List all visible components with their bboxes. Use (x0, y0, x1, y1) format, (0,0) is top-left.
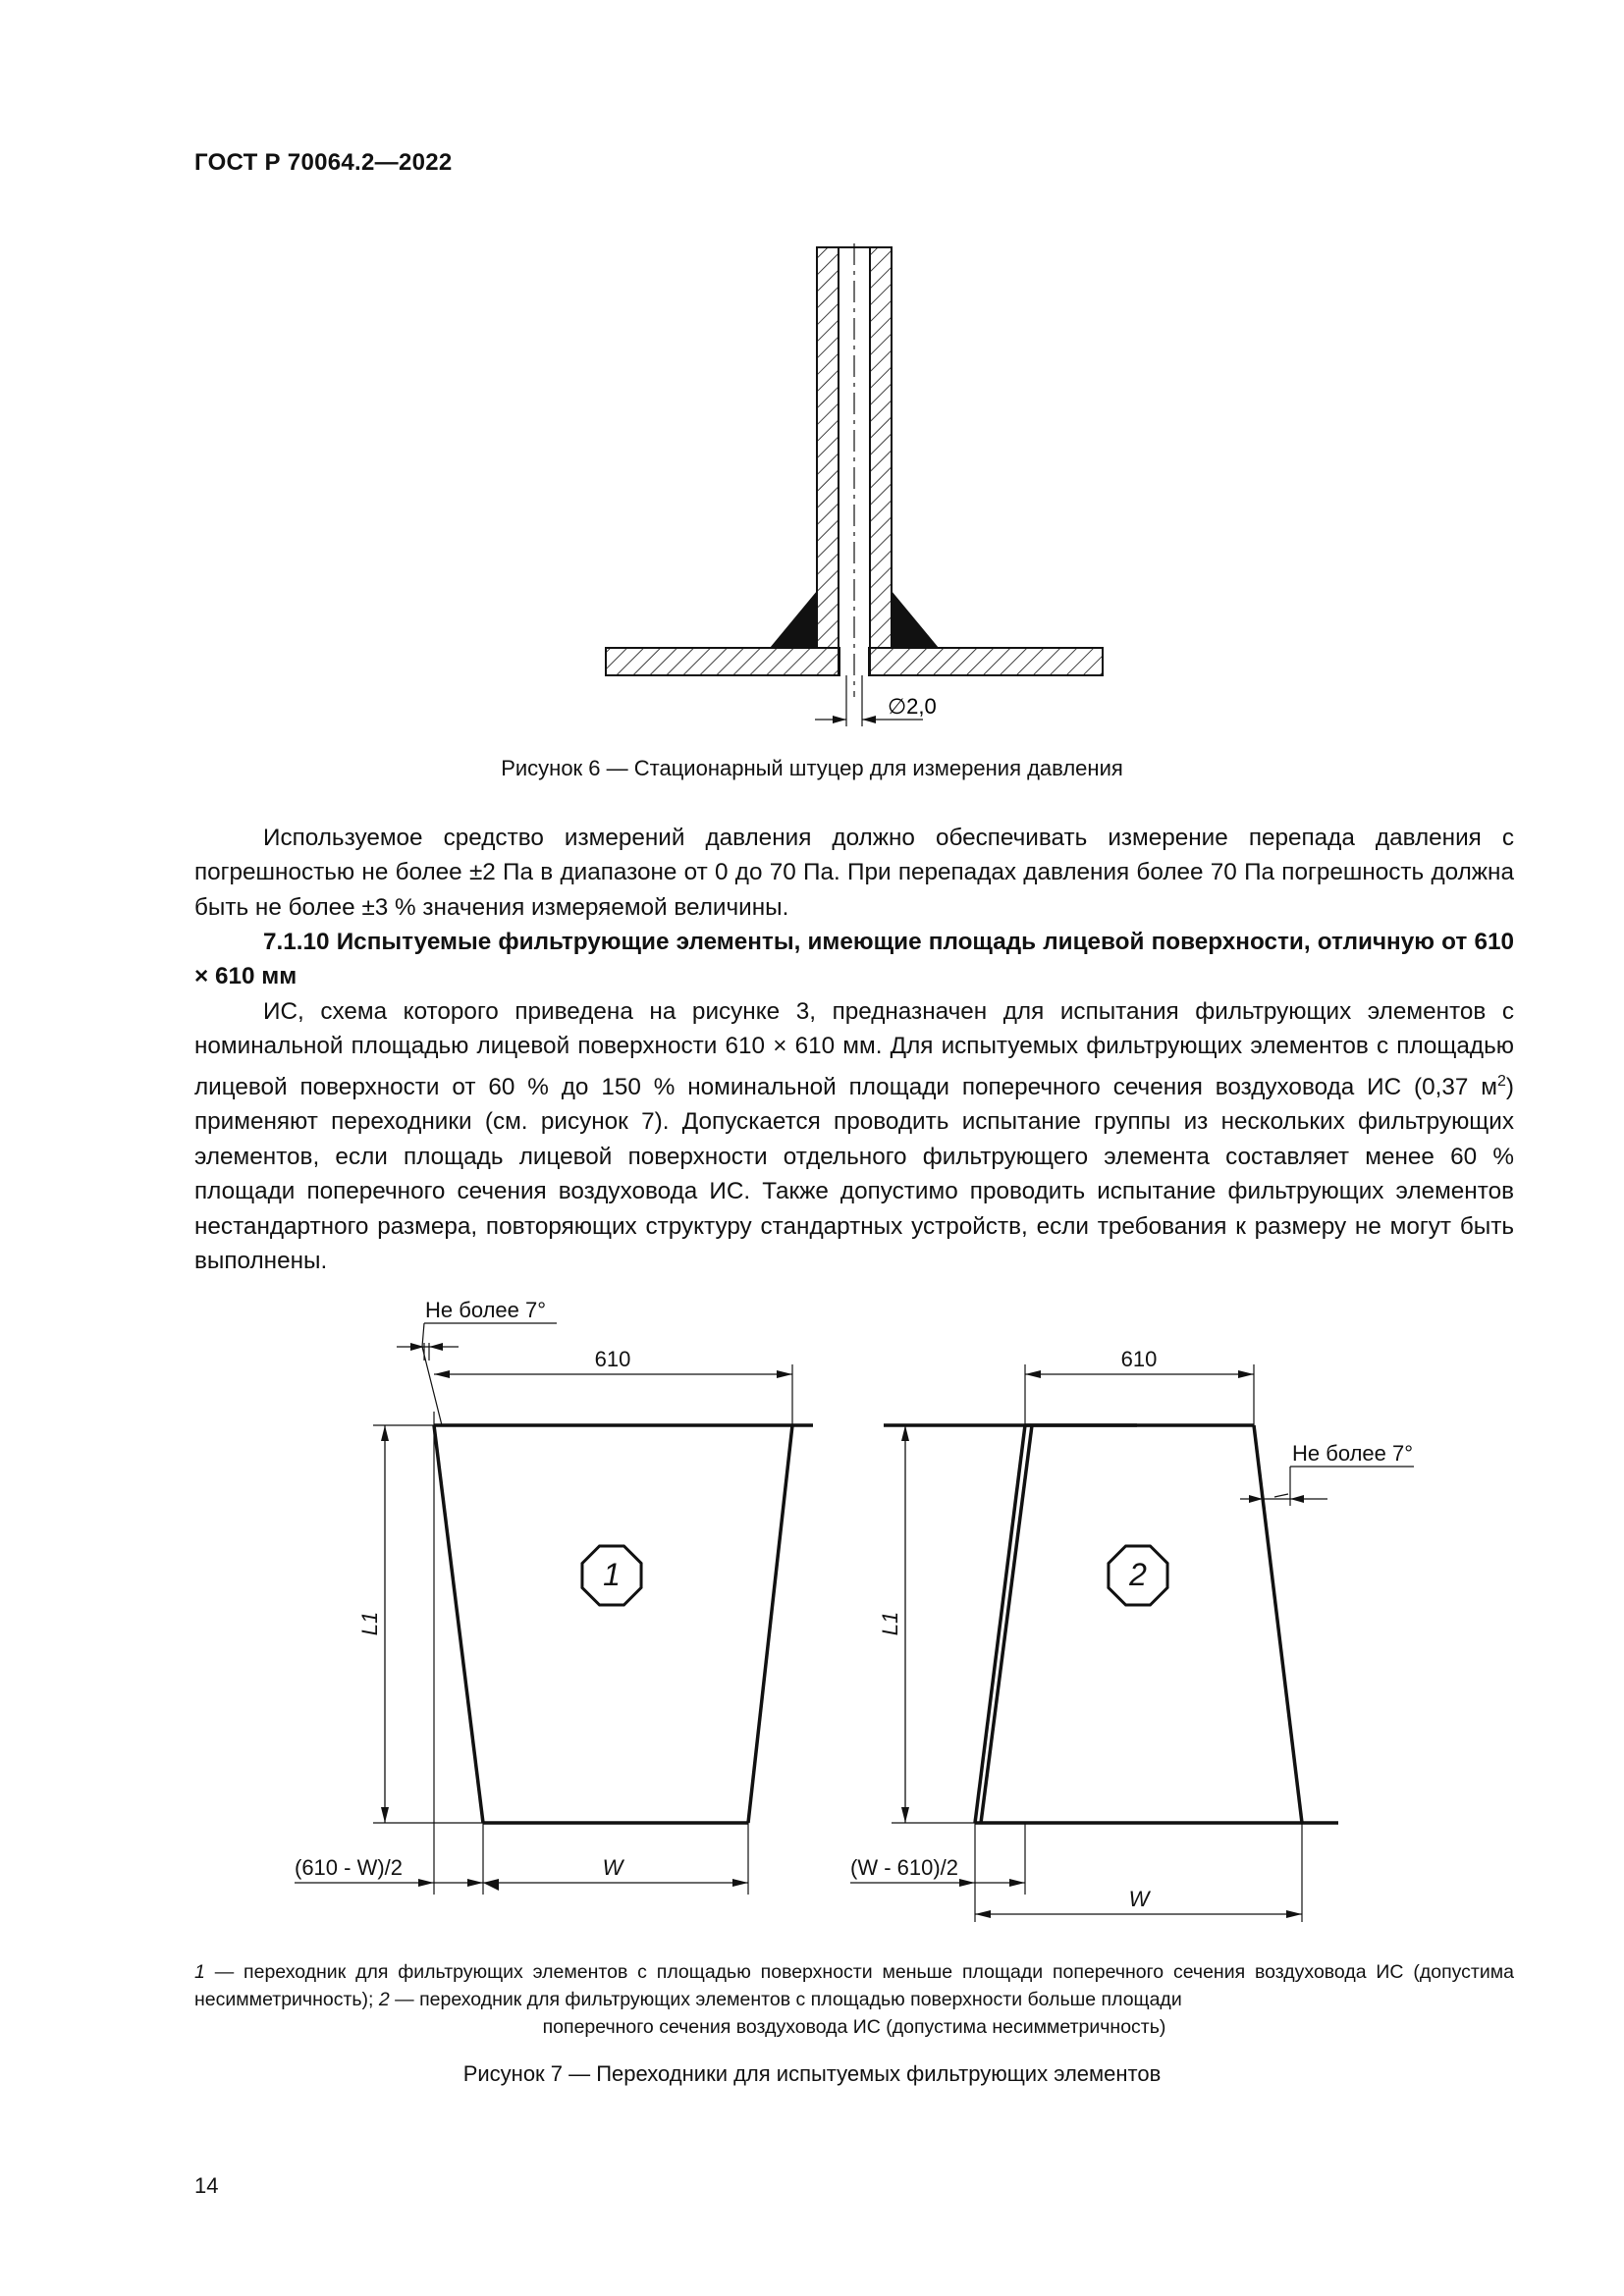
adapter-1-angle-label: Не более 7° (425, 1298, 547, 1322)
legend-text-1: — переходник для фильтрующих элементов с площадью поверхности меньше площади поперечного сечения воздуховода ИС (допустима несимметричность); (194, 1961, 1514, 2010)
tube-wall-left (817, 247, 839, 648)
adapter-2-right-side (1254, 1425, 1302, 1823)
weld-left (770, 591, 817, 648)
adapter-1-offset-label: (610 - W)/2 (295, 1855, 404, 1880)
legend-number-1: 1 (194, 1961, 205, 1983)
document-header: ГОСТ Р 70064.2—2022 (194, 149, 453, 176)
section-heading-text: 7.1.10 Испытуемые фильтрующие элементы, имеющие площадь лицевой поверхности, отличную от 610 × 610 мм (194, 929, 1514, 990)
base-plate-left (606, 648, 839, 675)
adapter-1-left-side (434, 1425, 483, 1823)
adapter-1-right-side (748, 1425, 792, 1823)
adapter-1-top-dim-label: 610 (594, 1347, 631, 1371)
figure-7-caption: Рисунок 7 — Переходники для испытуемых фильтрующих элементов (462, 2061, 1162, 2086)
bore-diameter-label: ∅2,0 (888, 694, 937, 719)
adapter-2-height-label: L1 (878, 1611, 902, 1636)
figure-6-caption: Рисунок 6 — Стационарный штуцер для измерения давления (501, 756, 1123, 780)
adapter-2-offset-label: (W - 610)/2 (850, 1855, 959, 1880)
paragraph-pressure-text: Используемое средство измерений давления должно обеспечивать измерение перепада давления с погрешностью не более ±2 Па в диапазоне от 0 до 70 Па. При перепадах давления более 70 Па погрешность должна быть не более ±3 % значения измеряемой величины. (194, 825, 1514, 921)
adapter-2-angle-label: Не более 7° (1292, 1441, 1414, 1466)
figure-7-drawing (275, 1266, 1414, 1944)
paragraph-adapters-part2: ) применяют переходники (см. рисунок 7). Допускается проводить испытание группы из нескольких фильтрующих элементов, если площадь лицевой поверхности отдельного фильтрующего элемента составляет менее 60 % площади поперечного сечения воздуховода ИС. Также допустимо проводить испытание фильтрующих элементов нестандартного размера, повторяющих структуру стандартных устройств, если требования к размеру не могут быть выполнены. (194, 1073, 1514, 1274)
adapter-1-marker-number: 1 (603, 1557, 621, 1592)
adapter-1-height-label: L1 (357, 1611, 382, 1636)
adapter-1-width-label: W (602, 1855, 623, 1880)
base-plate-right (869, 648, 1103, 675)
page-number: 14 (194, 2173, 219, 2198)
section-heading (194, 925, 1514, 994)
figure-6-drawing (589, 236, 1119, 746)
legend-text-2a: — переходник для фильтрующих элементов с площадью поверхности больше площади (389, 1989, 1182, 2010)
adapter-2-top-dim-label: 610 (1120, 1347, 1158, 1371)
paragraph-adapters (194, 994, 1514, 1278)
adapter-2-left-side (975, 1425, 1025, 1823)
weld-right (892, 591, 939, 648)
adapter-2-marker-number: 2 (1129, 1557, 1147, 1592)
legend-number-2: 2 (378, 1989, 390, 2010)
figure-7-legend (194, 1958, 1514, 2041)
adapter-2-left-side-inner (981, 1425, 1032, 1823)
legend-text-2b: поперечного сечения воздуховода ИС (допустима несимметричность) (542, 2016, 1166, 2038)
adapter-2-width-label: W (1128, 1887, 1150, 1911)
tube-wall-right (870, 247, 892, 648)
superscript-2: 2 (1497, 1072, 1506, 1090)
paragraph-pressure (194, 821, 1514, 925)
paragraph-adapters-part1: ИС, схема которого приведена на рисунке 3, предназначен для испытания фильтрующих элементов с номинальной площадью лицевой поверхности 610 × 610 мм. Для испытуемых фильтрующих элементов с площадью лицевой поверхности от 60 % до 150 % номинальной площади поперечного сечения воздуховода ИС (0,37 м (194, 998, 1514, 1100)
